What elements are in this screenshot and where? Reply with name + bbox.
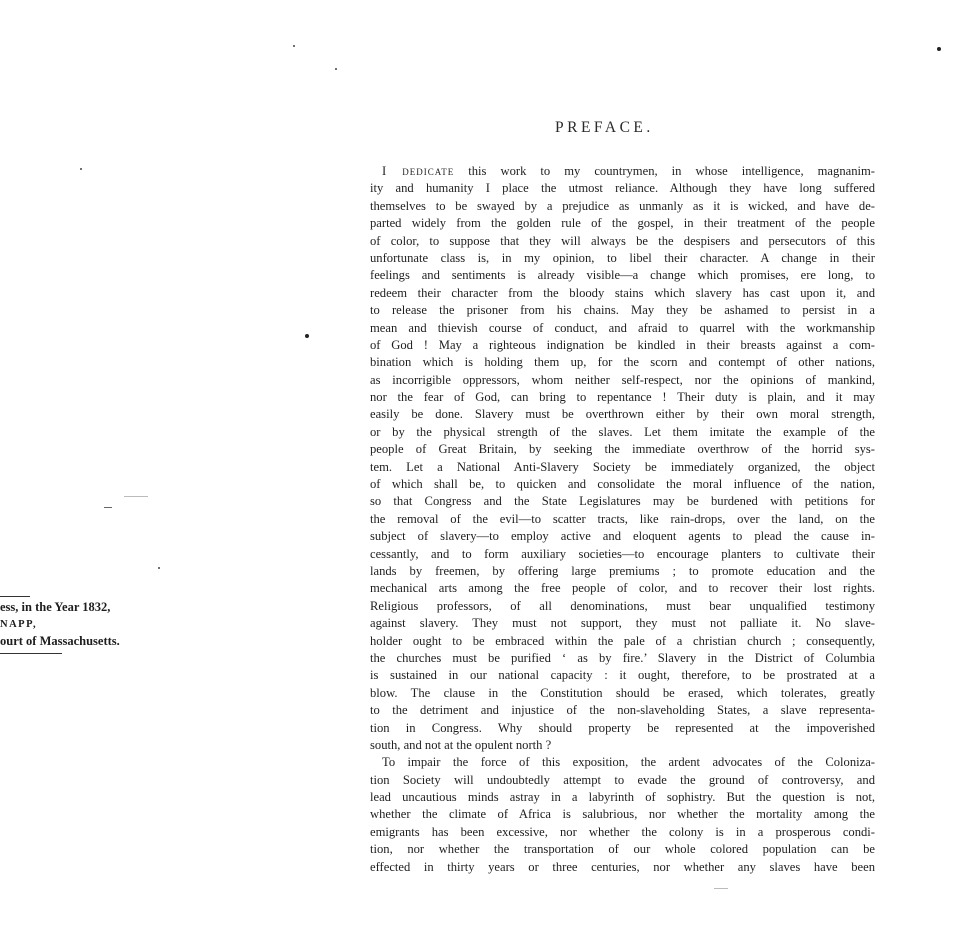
scan-speck [293, 45, 295, 47]
text-line: tion Society will undoubtedly attempt to evade the ground of controversy, and [370, 772, 875, 787]
left-line-2: NAPP, [0, 619, 38, 630]
text-line: or by the physical strength of the slaves. Let them imitate the example of the [370, 424, 875, 439]
text-line: Religious professors, of all denominations, must bear unqualified testimony [370, 598, 875, 613]
text-line: as incorrigible oppressors, whom neither self-respect, nor the opinions of mankind, [370, 372, 875, 387]
text-line: ity and humanity I place the utmost reliance. Although they have long suffered [370, 181, 875, 196]
text-line: emigrants has been excessive, nor whether the colony is in a prosperous condi- [370, 824, 875, 839]
text-line: people of Great Britain, by seeking the immediate overthrow of the horrid sys- [370, 442, 875, 457]
text-line: To impair the force of this exposition, the ardent advocates of the Coloniza- [382, 755, 875, 770]
text-line: to release the prisoner from his chains. May they be ashamed to persist in a [370, 303, 875, 318]
left-line-3: ourt of Massachusetts. [0, 634, 120, 648]
left-line-1: ess, in the Year 1832, [0, 600, 111, 614]
text-line: blow. The clause in the Constitution should be erased, which tolerates, greatly [370, 685, 875, 700]
scan-mark [714, 888, 728, 889]
text-line: whether the climate of Africa is salubrious, nor whether the mortality among the [370, 807, 875, 822]
text-line: so that Congress and the State Legislatures may be burdened with petitions for [370, 494, 875, 509]
rule-top [0, 596, 30, 597]
text-line: bination which is holding them up, for the scorn and contempt of other nations, [370, 355, 875, 370]
text-line [370, 163, 875, 180]
text-line: of color, to suppose that they will always be the despisers and persecutors of this [370, 233, 875, 248]
text-line: effected in thirty years or three centuries, nor whether any slaves have been [370, 859, 875, 874]
text-line: south, and not at the opulent north ? [370, 737, 552, 752]
text-line: easily be done. Slavery must be overthrown either by their own moral strength, [370, 407, 875, 422]
text-line: is sustained in our national capacity : it ought, therefore, to be prostrated at a [370, 668, 875, 683]
scan-speck [937, 47, 941, 51]
text-line: tion, nor whether the transportation of our whole colored population can be [370, 842, 875, 857]
scan-mark [124, 496, 148, 497]
lead-word: I dedicate [382, 164, 455, 178]
scan-speck [80, 168, 82, 170]
text-line: mechanical arts among the free people of color, and to recover their lost rights. [370, 581, 875, 596]
text-line: unfortunate class is, in my opinion, to libel their character. A change in their [370, 250, 875, 265]
text-line: parted widely from the golden rule of the gospel, in their treatment of the people [370, 216, 875, 231]
text-line: mean and thievish course of conduct, and afraid to quarrel with the workmanship [370, 320, 875, 335]
text-line: the removal of the evil—to scatter tracts, like rain-drops, over the land, on the [370, 511, 875, 526]
text-line: subject of slavery—to employ active and eloquent agents to plead the cause in- [370, 529, 875, 544]
scan-speck [305, 334, 309, 338]
text-line: themselves to be swayed by a prejudice as unmanly as it is wicked, and have de- [370, 198, 875, 213]
text-line: tion in Congress. Why should property be represented at the impoverished [370, 720, 875, 735]
text-line: cessantly, and to form auxiliary societies—to encourage planters to cultivate their [370, 546, 875, 561]
text-line: lands by freemen, by offering large premiums ; to promote education and the [370, 563, 875, 578]
text-line: of God ! May a righteous indignation be kindled in their breasts against a com- [370, 337, 875, 352]
preface-body [370, 163, 875, 876]
text-line: nor the fear of God, can bring to repentance ! Their duty is plain, and it may [370, 390, 875, 405]
text-line: tem. Let a National Anti-Slavery Society be immediately organized, the object [370, 459, 875, 474]
page-title: PREFACE. [555, 119, 654, 136]
rule-bottom [0, 653, 62, 654]
text-line: against slavery. They must not support, they must not palliate it. No slave- [370, 616, 875, 631]
first-line-rest: this work to my countrymen, in whose intelligence, magnanim- [454, 164, 875, 178]
text-line: to the detriment and injustice of the non-slaveholding States, a slave representa- [370, 703, 875, 718]
text-line: redeem their character from the bloody stains which slavery has cast upon it, and [370, 285, 875, 300]
text-line: feelings and sentiments is already visible—a change which promises, ere long, to [370, 268, 875, 283]
scan-speck [158, 567, 160, 569]
text-line: lead uncautious minds astray in a labyrinth of sophistry. But the question is not, [370, 790, 875, 805]
left-page-fragment [0, 596, 140, 654]
text-line: of which shall be, to quicken and consolidate the moral influence of the nation, [370, 477, 875, 492]
scan-mark [104, 507, 112, 508]
text-line: holder ought to be embraced within the pale of a christian church ; consequently, [370, 633, 875, 648]
text-line: the churches must be purified ‘ as by fire.’ Slavery in the District of Columbia [370, 650, 875, 665]
scan-speck [335, 68, 337, 70]
